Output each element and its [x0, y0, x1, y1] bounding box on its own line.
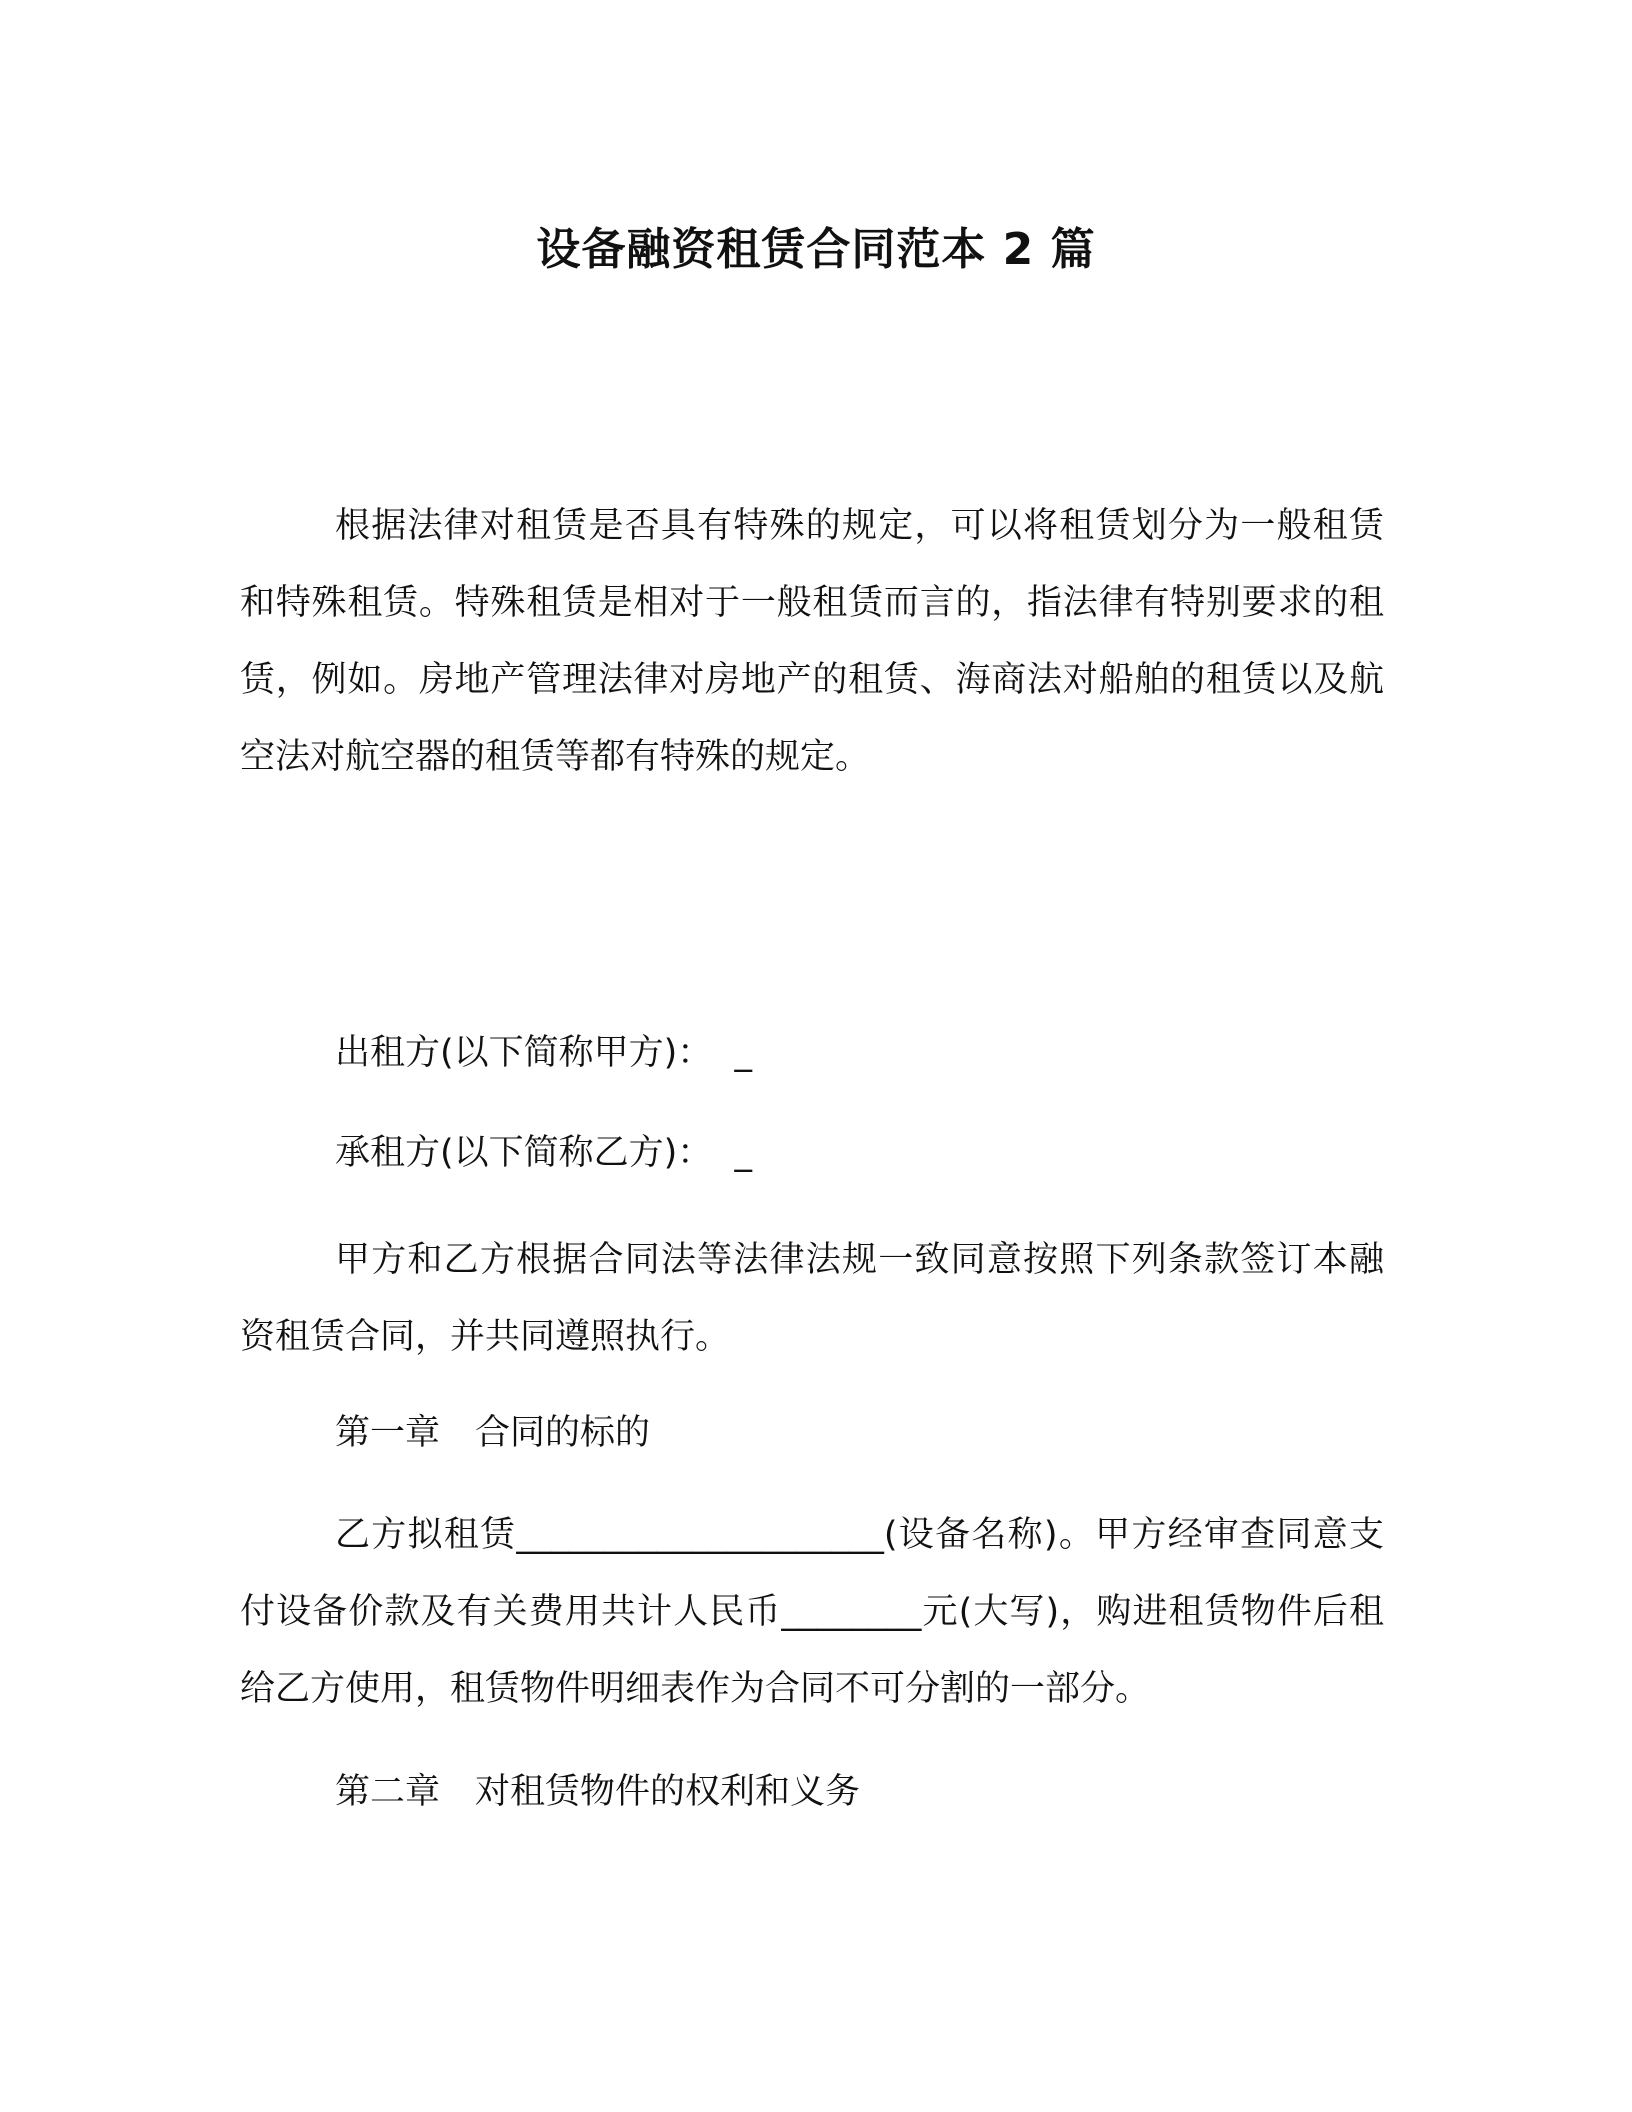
lessor-line: 出租方(以下简称甲方)： _: [335, 1033, 753, 1073]
lessee-line: 承租方(以下简称乙方)： _: [335, 1133, 753, 1173]
intro-paragraph: 根据法律对租赁是否具有特殊的规定，可以将租赁划分为一般租赁和特殊租赁。特殊租赁是相对于一般租赁而言的，指法律有特别要求的租赁，例如。房地产管理法律对房地产的租赁、海商法对船舶的租赁以及航空法对航空器的租赁等都有特殊的规定。: [240, 506, 1384, 777]
agreement-paragraph: 甲方和乙方根据合同法等法律法规一致同意按照下列条款签订本融资租赁合同，并共同遵照执行。: [240, 1240, 1384, 1357]
chapter-1-heading: 第一章 合同的标的: [335, 1413, 651, 1453]
clause-1-paragraph: 乙方拟租赁_____________________(设备名称)。甲方经审查同意支付设备价款及有关费用共计人民币________元(大写)，购进租赁物件后租给乙方使用，租赁物件明细表作为合同不可分割的一部分。: [240, 1515, 1384, 1709]
chapter-2-heading: 第二章 对租赁物件的权利和义务: [335, 1772, 861, 1812]
document-title: 设备融资租赁合同范本 2 篇: [536, 224, 1096, 275]
